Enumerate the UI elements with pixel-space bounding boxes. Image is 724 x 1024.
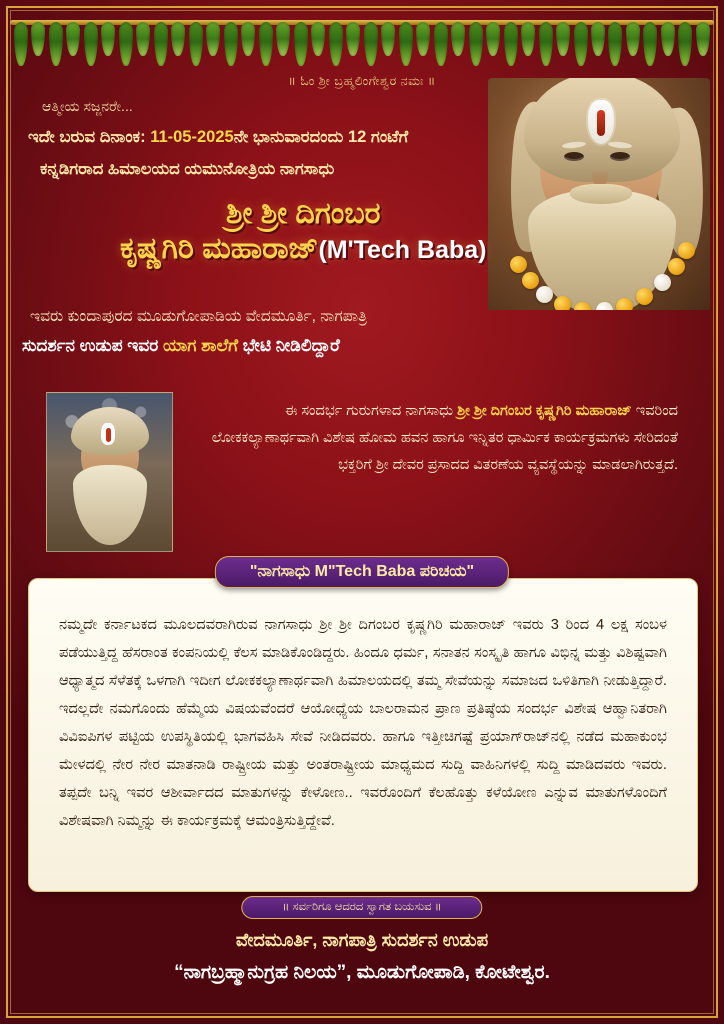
description-text-after: ಇವರಿಂದ ಲೋಕಕಲ್ಯಾಣಾರ್ಥವಾಗಿ ವಿಶೇಷ ಹೋಮ ಹವನ ಹಾಗೂ ಇನ್ನಿತರ ಧಾರ್ಮಿಕ ಕಾರ್ಯಕ್ರಮಗಳು ಸೇರಿದಂತೆ ಭಕ್ತರಿಗೆ ಶ್ರೀ ದೇವರ ಪ್ರಸಾದದ ವಿತರಣೆಯ ವ್ಯವಸ್ಥೆಯನ್ನು ಮಾಡಲಾಗಿರುತ್ತದೆ. <box>211 403 678 473</box>
leaf-icon <box>504 22 518 66</box>
leaf-icon <box>381 22 395 56</box>
guest-name-line-1: ಶ್ರೀ ಶ್ರೀ ದಿಗಂಬರ <box>225 197 381 230</box>
leaf-icon <box>574 22 588 66</box>
leaf-icon <box>346 22 360 56</box>
leaf-icon <box>678 22 692 66</box>
eye-left <box>564 152 584 161</box>
host-line-1: ಇವರು ಕುಂದಾಪುರದ ಮೂಡುಗೋಪಾಡಿಯ ವೇದಮೂರ್ತಿ, ನಾಗಪಾತ್ರಿ <box>30 308 368 325</box>
leaf-icon <box>259 22 273 66</box>
leaf-icon <box>434 22 448 66</box>
event-description-paragraph <box>186 398 678 478</box>
section-ribbon <box>215 556 509 588</box>
marigold-flower-icon <box>668 258 685 275</box>
leaf-icon <box>224 22 238 66</box>
white-flower-icon <box>596 302 613 310</box>
leaf-icon <box>136 22 150 56</box>
leaf-icon <box>696 22 710 56</box>
welcome-strip: ॥ ಸರ್ವರಿಗೂ ಆದರದ ಸ್ವಾಗತ ಬಯಸುವ ॥ <box>241 896 482 919</box>
leaf-icon <box>608 22 622 66</box>
leaf-icon <box>14 22 28 66</box>
organizer-address: “ನಾಗಬ್ರಹ್ಮಾನುಗ್ರಹ ನಿಲಯ”, ಮೂಡುಗೋಪಾಡಿ, ಕೋಟೇಶ್ವರ. <box>174 962 550 983</box>
leaf-icon <box>539 22 553 66</box>
section-ribbon-title: "ನಾಗಸಾಧು M"Tech Baba ಪರಿಚಯ" <box>215 556 509 588</box>
marigold-flower-icon <box>616 298 633 310</box>
leaf-icon <box>521 22 535 56</box>
leaf-icon <box>311 22 325 56</box>
leaf-icon <box>469 22 483 66</box>
description-text-before: ಈ ಸಂದರ್ಭ ಗುರುಗಳಾದ ನಾಗಸಾಧು <box>284 403 458 419</box>
nose-shape <box>592 160 608 186</box>
host-line-2-part-a: ಸುದರ್ಶನ ಉಡುಪ ಇವರ <box>22 336 163 355</box>
marigold-flower-icon <box>678 242 695 259</box>
sadhu-main-portrait <box>488 78 710 310</box>
host-line-2-part-c: ಭೇಟಿ ನೀಡಿಲಿದ್ದಾರೆ <box>238 336 340 355</box>
leaf-icon <box>31 22 45 56</box>
leaf-icon <box>416 22 430 56</box>
leaf-icon <box>591 22 605 56</box>
greeting-text: ಆತ್ಮೀಯ ಸಜ್ಜನರೇ... <box>42 98 133 114</box>
guest-name-line-2 <box>120 231 486 266</box>
leaf-icon <box>364 22 378 66</box>
leaf-icon <box>451 22 465 56</box>
white-flower-icon <box>654 274 671 291</box>
leaf-icon <box>643 22 657 66</box>
leaf-garland-decoration <box>10 10 714 72</box>
biography-card <box>28 578 698 892</box>
guest-name-kannada: ಕೃಷ್ಣಗಿರಿ ಮಹಾರಾಜ್ <box>120 232 319 266</box>
leaf-icon <box>556 22 570 56</box>
leaf-icon <box>329 22 343 66</box>
marigold-flower-icon <box>510 256 527 273</box>
marigold-flower-icon <box>554 296 571 310</box>
biography-paragraph: ನಮ್ಮದೇ ಕರ್ನಾಟಕದ ಮೂಲದವರಾಗಿರುವ ನಾಗಸಾಧು ಶ್ರೀ ಶ್ರೀ ದಿಗಂಬರ ಕೃಷ್ಣಗಿರಿ ಮಹಾರಾಜ್ ಇವರು 3 ರಿಂದ 4 ಲಕ್ಷ ಸಂಬಳ ಪಡೆಯುತ್ತಿದ್ದ ಹೆಸರಾಂತ ಕಂಪನಿಯಲ್ಲಿ ಕೆಲಸ ಮಾಡಿಕೊಂಡಿದ್ದರು. ಹಿಂದೂ ಧರ್ಮ, ಸನಾತನ ಸಂಸ್ಕೃತಿ ಹಾಗೂ ವಿಭಿನ್ನ ಮತ್ತು ವಿಶಿಷ್ಟವಾಗಿ ಆಧ್ಯಾತ್ಮದ ಸೆಳೆತಕ್ಕೆ ಒಳಗಾಗಿ ಇದೀಗ ಲೋಕಕಲ್ಯಾಣಾರ್ಥವಾಗಿ ಹಿಮಾಲಯದಲ್ಲಿ ತಮ್ಮ ಸೇವೆಯನ್ನು ಸಮಾಜದ ಒಳಿತಿಗಾಗಿ ನೀಡುತ್ತಿದ್ದಾರೆ. ಇದಲ್ಲದೇ ನಮಗೊಂದು ಹೆಮ್ಮೆಯ ವಿಷಯವೆಂದರೆ ಆಯೋಧ್ಯೆಯ ಬಾಲರಾಮನ ಪ್ರಾಣ ಪ್ರತಿಷ್ಠೆಯ ಸಂದರ್ಭ ವಿಶೇಷ ಆಹ್ವಾನಿತರಾಗಿ ವಿವಿಐಪಿಗಳ ಪಟ್ಟಿಯ ಉಪಸ್ಥಿತಿಯಲ್ಲಿ ಭಾಗವಹಿಸಿ ಸೇವೆ ನೀಡಿದವರು. ಹಾಗೂ ಇತ್ತೀಚಿಗಷ್ಟೆ ಪ್ರಯಾಗ್‌ರಾಜ್‌ನಲ್ಲಿ ನಡೆದ ಮಹಾಕುಂಭ ಮೇಳದಲ್ಲಿ ನೇರ ನೇರ ಮಾತನಾಡಿ ರಾಷ್ಟ್ರೀಯ ಮತ್ತು ಅಂತರಾಷ್ಟ್ರೀಯ ಮಾಧ್ಯಮದ ಸುದ್ದಿ ವಾಹಿನಿಗಳಲ್ಲಿ ಸುದ್ದಿ ಮಾಡಿದವರು ಇವರು. ತಪ್ಪದೇ ಬನ್ನಿ ಇವರ ಆಶೀರ್ವಾದದ ಮಾತುಗಳನ್ನು ಕೇಳೋಣ.. ಇವರೊಂದಿಗೆ ಕೆಲಹೊತ್ತು ಕಳೆಯೋಣ ಎನ್ನುವ ಮಾತುಗಳೊಂದಿಗೆ ವಿಶೇಷವಾಗಿ ನಿಮ್ಮನ್ನು ಈ ಕಾರ್ಯಕ್ರಮಕ್ಕೆ ಆಮಂತ್ರಿಸುತ್ತಿದ್ದೇವೆ. <box>59 617 667 830</box>
sadhu-secondary-photo <box>46 392 173 552</box>
leaf-icon <box>241 22 255 56</box>
leaf-icon <box>154 22 168 66</box>
date-suffix: ನೇ ಭಾನುವಾರದಂದು 12 ಗಂಟೆಗೆ <box>233 128 409 146</box>
leaf-icon <box>119 22 133 66</box>
eye-right <box>610 152 630 161</box>
leaf-icon <box>486 22 500 56</box>
guest-name-english-suffix: (M'Tech Baba) <box>318 236 487 265</box>
leaf-icon <box>206 22 220 56</box>
organizer-name: ವೇದಮೂರ್ತಿ, ನಾಗಪಾತ್ರಿ ಸುದರ್ಶನ ಉಡುಪ <box>235 930 489 950</box>
tilak-icon-small <box>101 423 115 445</box>
description-highlight-name: ಶ್ರೀ ಶ್ರೀ ದಿಗಂಬರ ಕೃಷ್ಣಗಿರಿ ಮಹಾರಾಜ್ <box>457 403 632 419</box>
date-value: 11-05-2025 <box>150 128 234 146</box>
garland-leaf-row <box>10 22 714 66</box>
marigold-flower-icon <box>574 302 591 310</box>
sadhu-origin-line: ಕನ್ನಡಿಗರಾದ ಹಿಮಾಲಯದ ಯಮುನೋತ್ರಿಯ ನಾಗಸಾಧು <box>40 160 335 178</box>
leaf-icon <box>84 22 98 66</box>
guest-name-block <box>120 196 486 267</box>
tilak-icon <box>588 100 614 144</box>
date-prefix: ಇದೇ ಬರುವ ದಿನಾಂಕ: <box>28 128 151 146</box>
om-invocation-line: ॥ ಓಂ ಶ್ರೀ ಬ್ರಹ್ಮಲಿಂಗೇಶ್ವರ ನಮಃ ॥ <box>288 74 436 88</box>
flower-garland <box>506 246 696 310</box>
host-line-2-highlight: ಯಾಗ ಶಾಲೆಗೆ <box>163 336 239 355</box>
leaf-icon <box>276 22 290 56</box>
leaf-icon <box>626 22 640 56</box>
leaf-icon <box>49 22 63 66</box>
event-date-line <box>28 128 408 147</box>
host-line-2 <box>22 336 340 356</box>
leaf-icon <box>661 22 675 56</box>
mustache-shape <box>570 184 632 204</box>
leaf-icon <box>101 22 115 56</box>
marigold-flower-icon <box>522 272 539 289</box>
leaf-icon <box>399 22 413 66</box>
white-flower-icon <box>536 286 553 303</box>
leaf-icon <box>66 22 80 56</box>
marigold-flower-icon <box>636 288 653 305</box>
leaf-icon <box>189 22 203 66</box>
leaf-icon <box>171 22 185 56</box>
leaf-icon <box>294 22 308 66</box>
